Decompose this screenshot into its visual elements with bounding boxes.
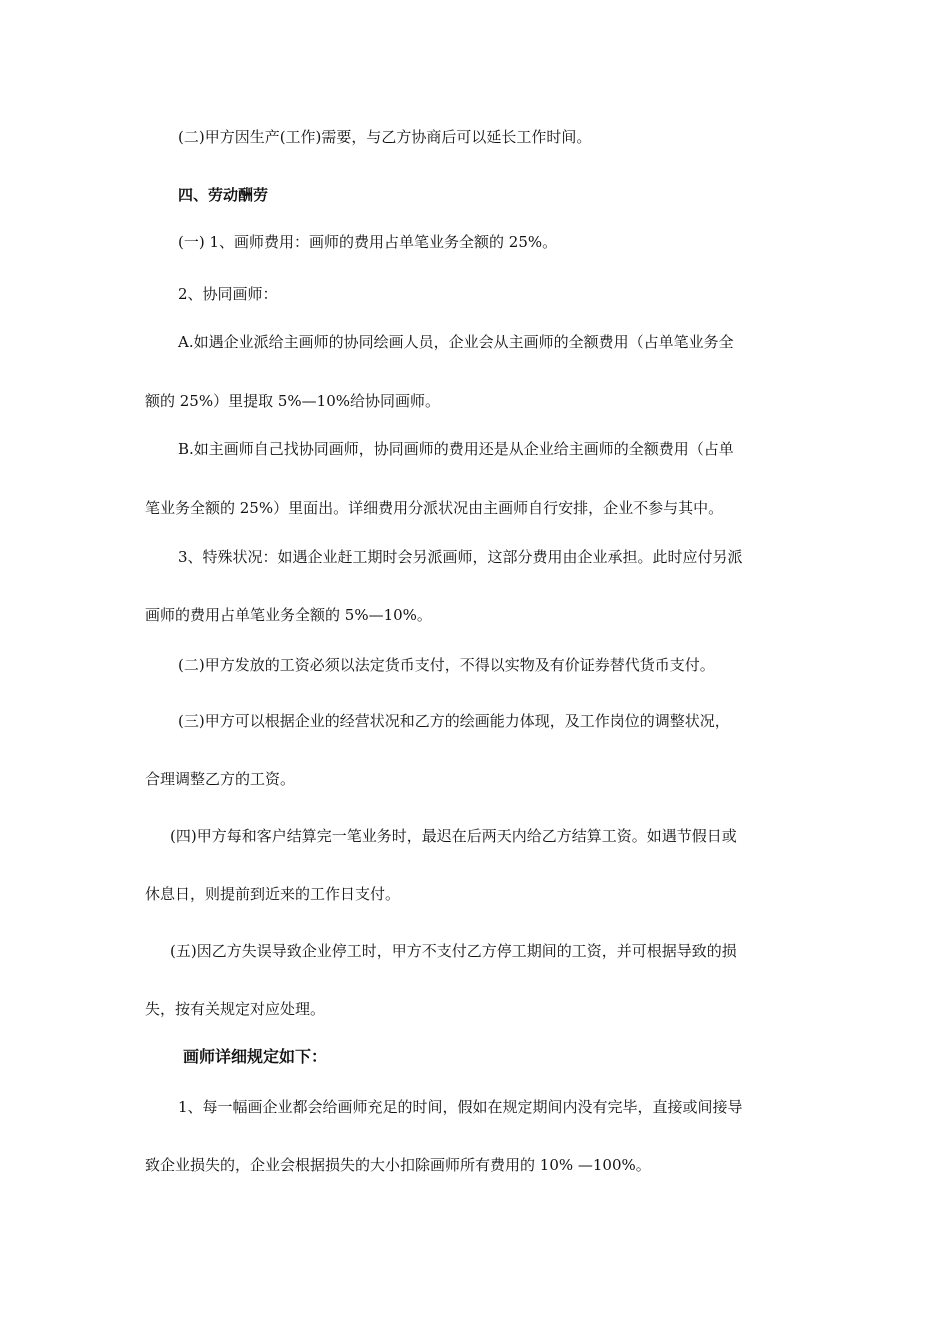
paragraph-stoppage-line1: (五)因乙方失误导致企业停工时，甲方不支付乙方停工期间的工资，并可根据导致的损 <box>170 942 737 960</box>
heading-painter-rules: 画师详细规定如下： <box>183 1047 328 1066</box>
paragraph-settlement-line2: 休息日，则提前到近来的工作日支付。 <box>145 885 401 903</box>
paragraph-special-line2: 画师的费用占单笔业务全额的 5%—10%。 <box>145 606 432 624</box>
paragraph-special-line1: 3、特殊状况：如遇企业赶工期时会另派画师，这部分费用由企业承担。此时应付另派 <box>178 548 743 566</box>
paragraph-assistant-painter: 2、协同画师： <box>178 285 278 303</box>
paragraph-b-line1: B.如主画师自己找协同画师，协同画师的费用还是从企业给主画师的全额费用（占单 <box>178 440 734 458</box>
paragraph-settlement-line1: (四)甲方每和客户结算完一笔业务时，最迟在后两天内给乙方结算工资。如遇节假日或 <box>170 827 737 845</box>
paragraph-rule1-line1: 1、每一幅画企业都会给画师充足的时间，假如在规定期间内没有完毕，直接或间接导 <box>178 1098 743 1116</box>
paragraph-wage-adjust-line1: (三)甲方可以根据企业的经营状况和乙方的绘画能力体现，及工作岗位的调整状况， <box>178 712 730 730</box>
paragraph-b-line2: 笔业务全额的 25%）里面出。详细费用分派状况由主画师自行安排，企业不参与其中。 <box>145 499 724 517</box>
paragraph-wage-currency: (二)甲方发放的工资必须以法定货币支付，不得以实物及有价证券替代货币支付。 <box>178 656 715 674</box>
paragraph-a-line1: A.如遇企业派给主画师的协同绘画人员，企业会从主画师的全额费用（占单笔业务全 <box>178 333 734 351</box>
paragraph-wage-adjust-line2: 合理调整乙方的工资。 <box>145 770 296 788</box>
paragraph-painter-fee: (一) 1、画师费用：画师的费用占单笔业务全额的 25%。 <box>178 233 558 251</box>
paragraph-rule1-line2: 致企业损失的，企业会根据损失的大小扣除画师所有费用的 10% —100%。 <box>145 1156 651 1174</box>
paragraph-stoppage-line2: 失，按有关规定对应处理。 <box>145 1000 326 1018</box>
section-heading-remuneration: 四、劳动酬劳 <box>178 186 269 204</box>
paragraph-extend-hours: (二)甲方因生产(工作)需要，与乙方协商后可以延长工作时间。 <box>178 128 592 146</box>
paragraph-a-line2: 额的 25%）里提取 5%—10%给协同画师。 <box>145 392 441 410</box>
